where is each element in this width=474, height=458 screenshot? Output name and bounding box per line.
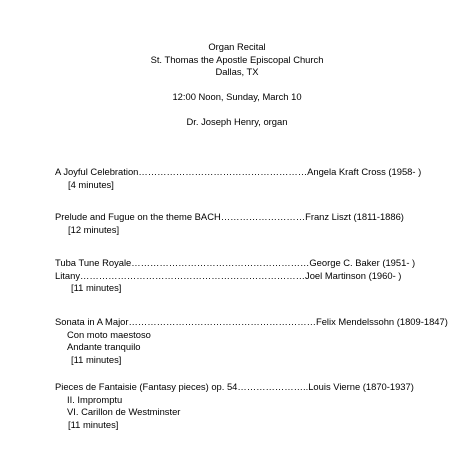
movement-title: Con moto maestoso xyxy=(67,328,151,340)
header-spacer xyxy=(0,79,474,92)
venue-name: St. Thomas the Apostle Episcopal Church xyxy=(150,53,324,65)
work-title-line: A Joyful Celebration………………………………………………Angela Kraft Cross (1958- ) xyxy=(55,166,422,177)
program-item xyxy=(55,166,421,191)
venue-city: Dallas, TX xyxy=(215,66,259,77)
work-duration: [11 minutes] xyxy=(71,353,122,365)
work-title-line: Sonata in A Major……………………………………………………Felix Mendelssohn (1809-1847) xyxy=(55,316,448,327)
performer-name: Dr. Joseph Henry, organ xyxy=(186,116,288,127)
work-title-line: Prelude and Fugue on the theme BACH………………………Franz Liszt (1811-1886) xyxy=(55,211,404,222)
work-duration: [12 minutes] xyxy=(68,223,120,235)
work-title-line: Litany………………………………………………………………Joel Martinson (1960- ) xyxy=(55,269,402,281)
movement-title: Andante tranquilo xyxy=(67,341,141,352)
program-item xyxy=(55,257,415,295)
program-item xyxy=(55,211,404,236)
work-duration: [11 minutes] xyxy=(71,282,122,293)
movement-title: VI. Carillon de Westminster xyxy=(67,406,181,417)
work-duration: [4 minutes] xyxy=(68,178,114,190)
work-title-line: Tuba Tune Royale…………………………………………………George C. Baker (1951- ) xyxy=(55,257,416,268)
program-item xyxy=(55,381,414,431)
work-duration: [11 minutes] xyxy=(68,418,119,430)
recital-datetime: 12:00 Noon, Sunday, March 10 xyxy=(172,91,302,102)
header-spacer xyxy=(0,104,474,117)
recital-header xyxy=(0,41,474,129)
recital-title: Organ Recital xyxy=(208,41,266,52)
work-title-line: Pieces de Fantaisie (Fantasy pieces) op. 54…………………..Louis Vierne (1870-1937) xyxy=(55,381,414,392)
program-item xyxy=(55,316,448,366)
movement-title: II. Impromptu xyxy=(67,393,123,405)
